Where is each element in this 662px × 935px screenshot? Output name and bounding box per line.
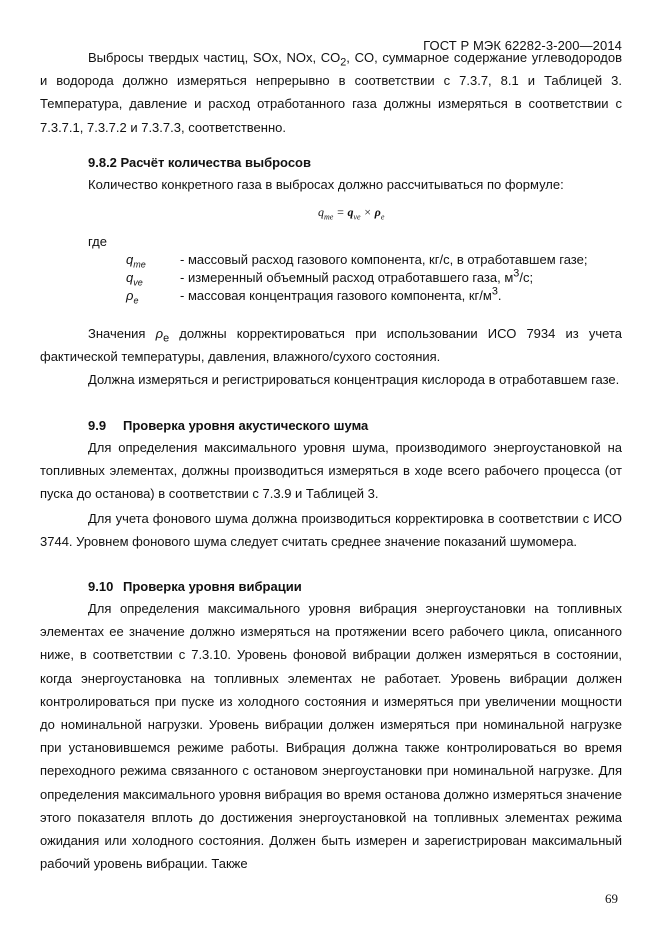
rho-symbol: ρ [155,326,164,341]
correction-text-start: Значения [88,326,156,341]
variable-symbol: $q_{me}$ [126,252,146,270]
formula-equals: = [333,205,348,219]
noise-paragraph-2: Для учета фонового шума должна производиться корректировка в соответствии с ИСО 3744. Уровнем фонового шума следует считать среднее значение показаний шумомера. [40,511,622,550]
section-heading-9-8-2 [88,155,311,170]
variable-description: - измеренный объемный расход отработавшего газа, $м^3/с$; [180,267,534,285]
formula-times: × [360,205,375,219]
section-number: 9.10 [88,579,114,594]
emissions-text-start: Выбросы твердых частиц, SOx, NOx, CO [88,50,341,65]
formula-intro: Количество конкретного газа в выбросах должно рассчитываться по формуле: [88,177,564,192]
rho-subscript: e [163,332,170,345]
section-title: Проверка уровня вибрации [123,579,302,594]
vibration-paragraph: Для определения максимального уровня вибрация энергоустановки на топливных элементах ее значение должно измеряться на протяжении всего рабочего цикла, описанного ниже, в соответствии с 7.3.10. Уровень фоновой вибрации должен измеряться в состоянии, когда энергоустановка на топливных элементах не работает. Уровень вибрации должен контролироваться при пуске из холодного состояния и измеряться при увеличении мощности до номинальной нагрузки. Уровень вибрации должен измеряться при номинальной нагрузке при установившемся режиме работы. Вибрация должна также контролироваться во время переходного режима связанного с остановом энергоустановки при номинальной нагрузке. Для определения максимального уровня вибрация во время останова должно измеряться значение этого показателя вплоть до достижения энергоустановкой на топливных элементах режима ожидания или холодного состояния. Должен быть измерен и зарегистрирован максимальный рабочий уровень вибрации. Также [40,601,622,872]
variable-description: - массовая концентрация газового компонента, $кг/м^3$. [180,285,502,303]
variable-symbol: $\rho_e$ [126,288,139,306]
where-label: где [88,234,107,249]
emission-formula [318,205,384,220]
variable-description: - массовый расход газового компонента, кг/с, в отработавшем газе; [180,252,588,267]
correction-paragraph [40,322,622,368]
emissions-text-end: , CO, суммарное содержание углеводородов и водорода должно измеряться непрерывно в соответствии с 7.3.7, 8.1 и Таблицей 3. Температура, давление и расход отработанного газа должны измеряться в соответствии с 7.3.7.1, 7.3.7.2 и 7.3.7.3, соответственно. [40,50,622,135]
section-heading-9-9 [88,418,368,433]
section-heading-9-10 [88,579,302,594]
page-number: 69 [605,891,618,906]
formula-term2: ρ [374,205,381,219]
co2-subscript: 2 [340,56,347,69]
correction-text-end: должны корректироваться при использовании ИСО 7934 из учета фактической температуры, давления, влажного/сухого состояния. [40,326,622,365]
formula-lhs: q [318,205,324,219]
formula-term2-sub: e [380,212,385,222]
variable-symbol: $q_{ve}$ [126,270,143,288]
formula-term1: q [347,205,354,219]
formula-term1-sub: ve [353,212,361,222]
formula-lhs-sub: me [324,212,334,222]
section-title: Проверка уровня акустического шума [123,418,369,433]
section-title: Расчёт количества выбросов [120,155,311,170]
section-number: 9.9 [88,418,107,433]
section-number: 9.8.2 [88,155,117,170]
emissions-paragraph [40,46,622,139]
oxygen-paragraph: Должна измеряться и регистрироваться концентрация кислорода в отработавшем газе. [88,372,620,387]
standard-header: ГОСТ Р МЭК 62282-3-200—2014 [423,38,622,53]
noise-paragraph-1: Для определения максимального уровня шума, производимого энергоустановкой на топливных элементах, должны производиться измеряться в ходе всего рабочего процесса (от пуска до останова) в соответствии с 7.3.9 и Таблицей 3. [40,440,622,502]
